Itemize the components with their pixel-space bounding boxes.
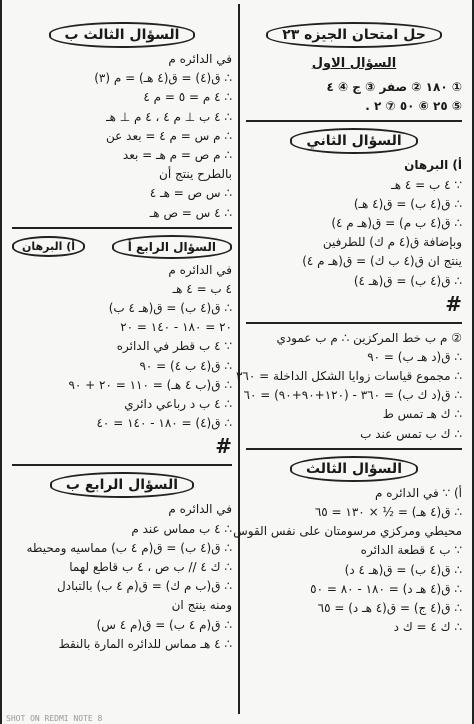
q1b-title: السؤال الثالث ب <box>49 22 196 48</box>
q1-answer-row-2: ⑤ ٢٥ ⑥ ٥٠ ⑦ ٢ . <box>365 99 462 114</box>
q4b-line: ∴ ٤ ب مماس عند م <box>131 521 232 536</box>
q2-line: ∴ ق(٤ ب م) = ق(هـ م ٤) <box>331 215 462 230</box>
q4-line: ٤ ب = ٤ هـ <box>172 281 232 296</box>
q1b-line: في الدائره م <box>168 52 232 66</box>
q2b-section <box>235 330 462 442</box>
divider <box>12 227 232 229</box>
q4-line: ∴ ق(٤ ب) = ق(هـ ٤ ب) <box>108 301 232 316</box>
q4-line: ∴ ق(٤ ب ٤) = ٩٠ <box>139 358 232 373</box>
q1b-line: ∴ ٤ م = ٥ = م ٤ <box>143 90 232 105</box>
q4b-line: ∴ ق(م ٤ ب) = ق(م ٤ س) <box>96 617 232 632</box>
q2-line: وبإضافة ق(٤ م ك) للطرفين <box>322 235 462 250</box>
q3-title: السؤال الثالث <box>290 456 418 482</box>
q4-line: في الدائره م <box>168 262 232 277</box>
q2b-line: ∴ ك ب تمس عند ب <box>360 426 462 441</box>
divider <box>246 448 462 450</box>
q4b-line: ∴ ق(ب م ك) = ق(م ٤ ب) بالتبادل <box>57 579 232 594</box>
q1b-line: ∴ ٤ س = ص هـ <box>149 205 232 220</box>
end-mark: # <box>445 291 462 316</box>
q2-line: ∴ ق(٤ ب) = ق(٤ هـ) <box>353 196 462 211</box>
q3-line: محيطي ومركزي مرسومتان على نفس القوس <box>233 524 462 539</box>
q2-line: ∵ ٤ ب = ٤ هـ <box>391 177 462 192</box>
q3-line: ∵ ب ٤ قطعة الدائره <box>360 543 462 558</box>
q3-line: أ) ∵ في الدائره م <box>375 485 462 500</box>
q3-line: ∴ ق(٤ هـ د) = ١٨٠ - ٨٠ = ٥٠ <box>310 581 462 596</box>
q4b-section <box>12 472 232 652</box>
q2b-line: ∴ ق(د هـ ب) = ٩٠ <box>367 349 462 364</box>
q2b-line: ② م ب خط المركزين ∴ م ب عمودي <box>276 330 462 345</box>
q4-section <box>12 235 232 459</box>
q1-section <box>246 56 462 114</box>
q4-line: ∵ ٤ ب قطر في الدائره <box>116 339 232 354</box>
q1b-line: ∴ ق(٤) = ق(٤ هـ) = م (٣) <box>94 71 232 86</box>
right-column <box>233 4 468 714</box>
exam-title-section <box>246 22 462 48</box>
q3-line: ∴ ق(٤ هـ) = ½ × ١٣٠ = ٦٥ <box>314 505 462 519</box>
exam-title: حل امتحان الجيزه ٢٣ <box>266 22 442 48</box>
q2b-line: ∴ مجموع قياسات زوايا الشكل الداخلة = ٣٦٠ <box>235 369 462 384</box>
q4b-line: في الدائره م <box>168 502 232 517</box>
q1b-section <box>12 22 232 221</box>
q4-line: ∴ ٤ ب د رباعي دائري <box>124 397 232 411</box>
q3-line: ∴ ق(٤ ب) = ق(هـ ٤ د) <box>344 562 462 577</box>
q4-title: السؤال الرابع أ <box>112 235 232 259</box>
left-column <box>6 4 238 714</box>
divider <box>12 464 232 466</box>
q3-line: ∴ ك ٤ = ك د <box>393 620 462 635</box>
q3-line: ∴ ق(٤ ج) = ق(٤ هـ د) = ٦٥ <box>317 600 462 615</box>
q2-title: السؤال الثاني <box>290 128 417 154</box>
q2-line: ينتج ان ق(٤ ب ك) = ق(هـ م ٤) <box>302 254 462 269</box>
end-mark: # <box>215 434 232 459</box>
q1b-line: ∴ س ص = هـ ٤ <box>149 186 232 201</box>
q3-section <box>233 456 462 636</box>
q4b-line: ∴ ٤ هـ مماس للدائره المارة بالنقط <box>58 636 232 651</box>
q4b-line: ∴ ك ٤ // ب ص ، ٤ ب قاطع لهما <box>69 559 232 574</box>
q2-line: ∴ ق(٤ ب) = ق(هـ ٤) <box>353 273 462 288</box>
q2-section <box>246 128 462 315</box>
q2b-line: ∴ ك هـ تمس ط <box>382 407 462 422</box>
divider <box>246 120 462 122</box>
q1b-line: بالطرح ينتج أن <box>159 167 232 182</box>
q4b-title: السؤال الرابع ب <box>50 472 194 498</box>
q2b-line: ∴ ق(د ك ب) = ٣٦٠ - (١٢٠+٩٠+٩٠) = ٦٠ <box>243 388 462 403</box>
q4-line: ٢٠ = ١٨٠ - ١٤٠ = ٢٠ <box>120 320 232 335</box>
q1-answer-row-1: ① ١٨٠ ② صفر ③ ج ④ ٤ <box>326 80 462 94</box>
q4-line: ∴ ق(ب ٤ هـ) = ١١٠ = ٢٠ + ٩٠ <box>68 377 232 392</box>
q1b-line: ∴ م ص = م هـ = بعد <box>122 147 232 162</box>
camera-watermark: SHOT ON REDMI NOTE 8 <box>6 714 103 723</box>
divider <box>246 322 462 324</box>
q4b-line: ∴ ق(٤ ب) = ق(م ٤ ب) مماسيه ومحيطه <box>26 540 232 555</box>
q4b-line: ومنه ينتج ان <box>171 598 232 613</box>
q2-a-title: أ) البرهان <box>404 158 462 173</box>
q1b-line: ∴ ٤ ب ⊥ م ٤ ، ٤ م ⊥ هـ <box>106 109 232 124</box>
q1b-line: ∴ م س = م ٤ = بعد عن <box>106 128 232 143</box>
q4-line: ∴ ق(٤) = ١٨٠ - ١٤٠ = ٤٠ <box>96 416 232 431</box>
q4-badge: أ) البرهان <box>12 236 85 257</box>
q1-title: السؤال الاول <box>311 56 397 71</box>
